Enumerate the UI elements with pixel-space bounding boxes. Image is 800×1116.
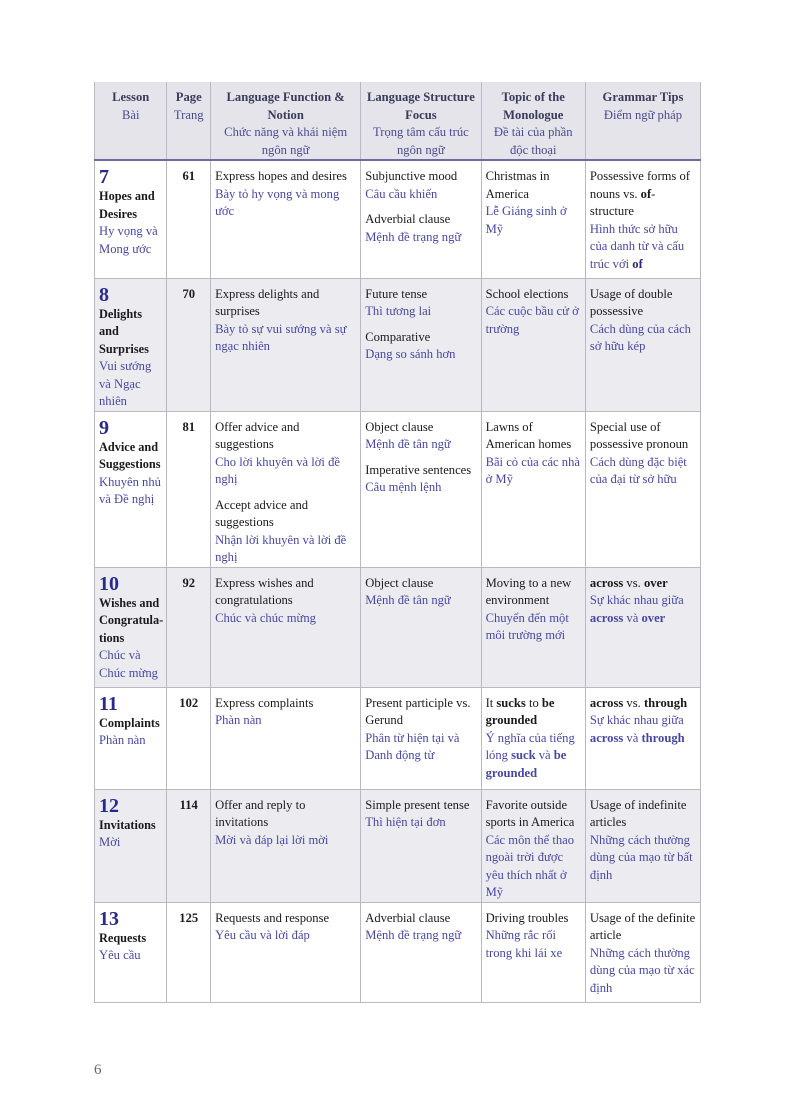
page-number: 6: [94, 1062, 102, 1078]
lesson-title-vi: Phàn nàn: [99, 733, 146, 747]
topic-cell: Lawns of American homes Bãi cỏ của các nhà ở Mỹ: [481, 411, 585, 567]
header-structure: Language Structure Focus Trọng tâm cấu trúc ngôn ngữ: [361, 82, 481, 160]
header-topic: Topic of the Monologue Đề tài của phần độc thoại: [481, 82, 585, 160]
table-row: [95, 567, 701, 687]
lesson-number: 13: [99, 907, 119, 930]
function-cell: Express complaints Phàn nàn: [211, 687, 361, 789]
topic-cell: It sucks to be grounded Ý nghĩa của tiếng lóng suck và be grounded: [481, 687, 585, 789]
lesson-title: Requests: [99, 930, 147, 945]
function-cell: Requests and response Yêu cầu và lời đáp: [211, 902, 361, 1002]
header-page: Page Trang: [167, 82, 211, 160]
topic-cell: Driving troubles Những rắc rối trong khi lái xe: [481, 902, 585, 1002]
table-row: [95, 687, 701, 789]
structure-cell: Object clause Mệnh đề tân ngữ: [361, 567, 481, 687]
lesson-title-vi: Chúc và Chúc mừng: [99, 648, 158, 680]
table-row: [95, 278, 701, 411]
page-cell: 70: [167, 278, 211, 411]
lesson-title-vi: Yêu cầu: [99, 948, 141, 962]
grammar-cell: Usage of double possessive Cách dùng của cách sở hữu kép: [585, 278, 700, 411]
lesson-title: Wishes and Congratula-tions: [99, 595, 164, 645]
topic-cell: School elections Các cuộc bầu cử ở trường: [481, 278, 585, 411]
lesson-number: 9: [99, 416, 109, 439]
page-cell: 114: [167, 789, 211, 902]
topic-cell: Moving to a new environment Chuyển đến một môi trường mới: [481, 567, 585, 687]
lesson-title-vi: Vui sướng và Ngạc nhiên: [99, 359, 152, 408]
structure-cell: Subjunctive mood Câu cầu khiến Adverbial clause Mệnh đề trạng ngữ: [361, 160, 481, 278]
lesson-title: Invitations: [99, 817, 156, 832]
lesson-number: 12: [99, 794, 119, 817]
table-row: [95, 902, 701, 1002]
structure-cell: Adverbial clause Mệnh đề trạng ngữ: [361, 902, 481, 1002]
lesson-title: Hopes and Desires: [99, 189, 155, 221]
function-cell: Express delights and surprises Bày tỏ sự vui sướng và sự ngạc nhiên: [211, 278, 361, 411]
table-header: [95, 82, 701, 160]
page-cell: 102: [167, 687, 211, 789]
function-cell: Offer advice and suggestions Cho lời khuyên và lời đề nghị Accept advice and suggestions Nhận lời khuyên và lời đề nghị: [211, 411, 361, 567]
lesson-number: 7: [99, 166, 109, 188]
function-cell: Offer and reply to invitations Mời và đáp lại lời mời: [211, 789, 361, 902]
lesson-cell: [95, 278, 167, 411]
lesson-number: 11: [99, 692, 118, 715]
header-grammar: Grammar Tips Điểm ngữ pháp: [585, 82, 700, 160]
lesson-title-vi: Mời: [99, 835, 121, 849]
lesson-title: Advice and Suggestions: [99, 439, 161, 471]
structure-cell: Future tense Thì tương lai Comparative Dạng so sánh hơn: [361, 278, 481, 411]
page-cell: 81: [167, 411, 211, 567]
lesson-title: Delights and Surprises: [99, 306, 149, 356]
contents-table: [94, 82, 701, 1003]
lesson-cell: [95, 567, 167, 687]
lesson-title: Complaints: [99, 715, 160, 730]
lesson-cell: [95, 789, 167, 902]
topic-cell: Christmas in America Lễ Giáng sinh ở Mỹ: [481, 160, 585, 278]
structure-cell: Present participle vs. Gerund Phân từ hiện tại và Danh động từ: [361, 687, 481, 789]
table-row: [95, 160, 701, 278]
function-cell: Express wishes and congratulations Chúc và chúc mừng: [211, 567, 361, 687]
lesson-title-vi: Khuyên nhủ và Đề nghị: [99, 474, 161, 506]
lesson-title-vi: Hy vọng và Mong ước: [99, 224, 158, 256]
grammar-cell: Usage of the definite article Những cách thường dùng của mạo từ xác định: [585, 902, 700, 1002]
grammar-cell: Usage of indefinite articles Những cách thường dùng của mạo từ bất định: [585, 789, 700, 902]
header-function: Language Function & Notion Chức năng và khái niệm ngôn ngữ: [211, 82, 361, 160]
page-cell: 92: [167, 567, 211, 687]
grammar-cell: Special use of possessive pronoun Cách dùng đặc biệt của đại từ sở hữu: [585, 411, 700, 567]
lesson-cell: [95, 687, 167, 789]
lesson-cell: [95, 411, 167, 567]
lesson-number: 8: [99, 283, 109, 306]
grammar-cell: across vs. through Sự khác nhau giữa across và through: [585, 687, 700, 789]
header-lesson: Lesson Bài: [95, 82, 167, 160]
page-cell: 125: [167, 902, 211, 1002]
lesson-number: 10: [99, 572, 119, 595]
table-row: [95, 789, 701, 902]
grammar-cell: Possessive forms of nouns vs. of-structure Hình thức sở hữu của danh từ và cấu trúc với of: [585, 160, 700, 278]
page-cell: 61: [167, 160, 211, 278]
structure-cell: Simple present tense Thì hiện tại đơn: [361, 789, 481, 902]
lesson-cell: [95, 902, 167, 1002]
structure-cell: Object clause Mệnh đề tân ngữ Imperative sentences Câu mệnh lệnh: [361, 411, 481, 567]
lesson-cell: [95, 160, 167, 278]
topic-cell: Favorite outside sports in America Các môn thể thao ngoài trời được yêu thích nhất ở Mỹ: [481, 789, 585, 902]
table-row: [95, 411, 701, 567]
function-cell: Express hopes and desires Bày tỏ hy vọng và mong ước: [211, 160, 361, 278]
grammar-cell: across vs. over Sự khác nhau giữa across và over: [585, 567, 700, 687]
